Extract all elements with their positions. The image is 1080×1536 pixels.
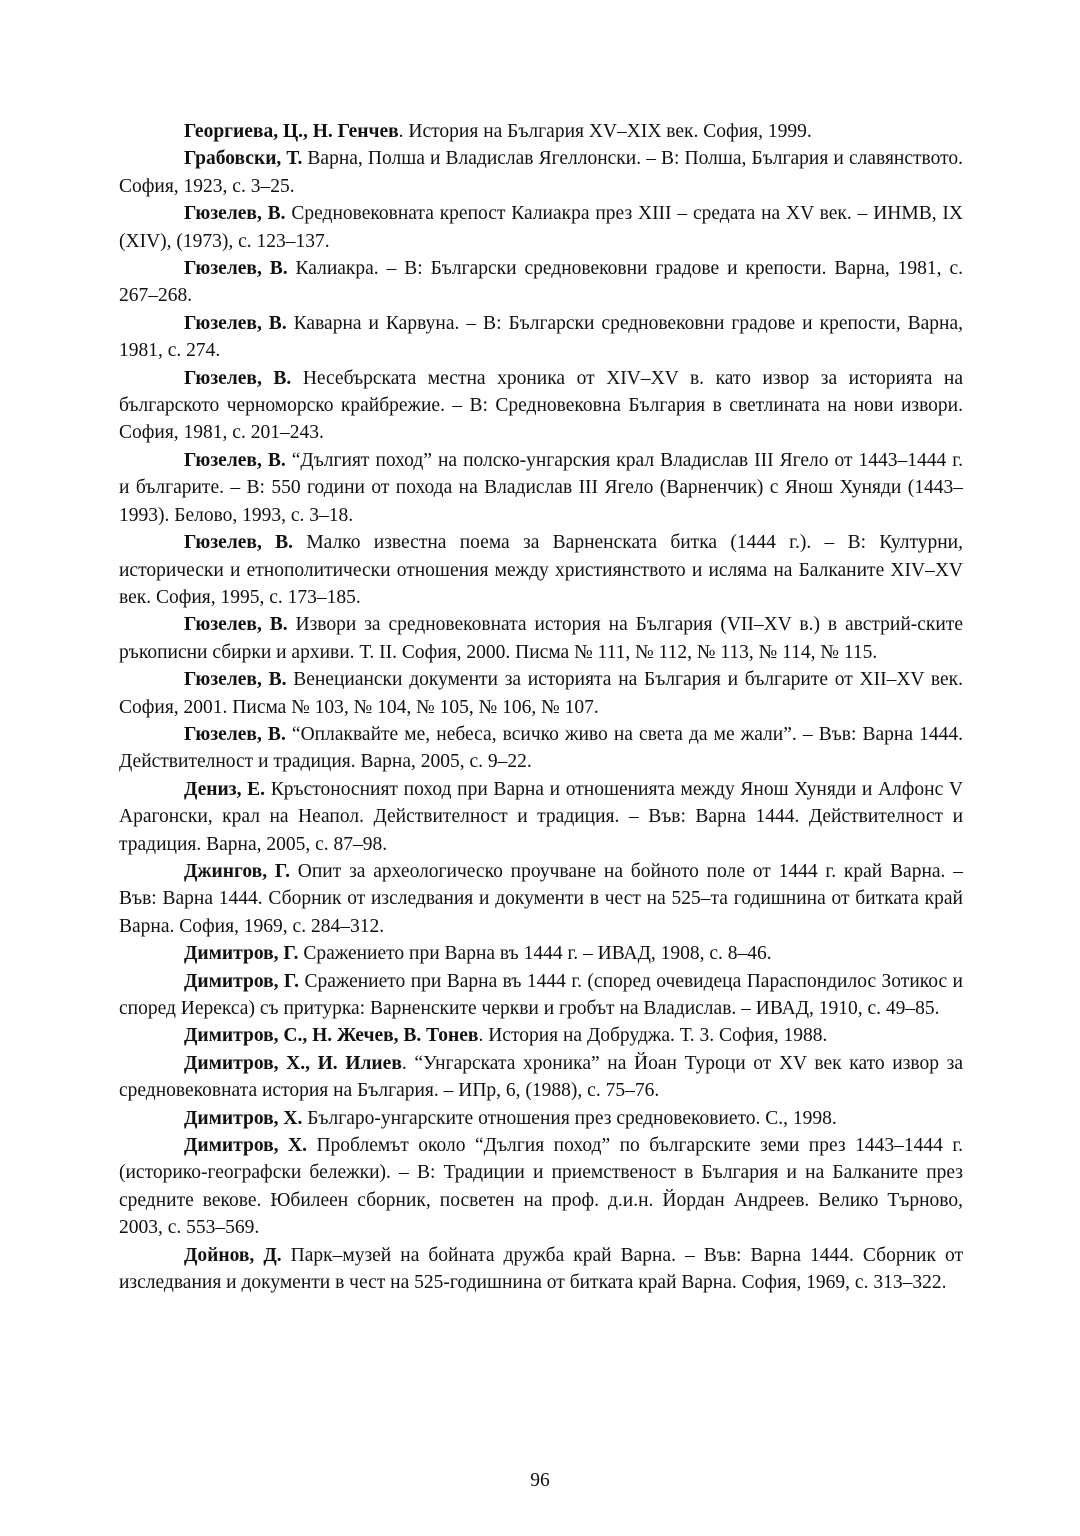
entry-text: . История на Добруджа. Т. 3. София, 1988. bbox=[478, 1025, 828, 1047]
bibliography-entry bbox=[119, 365, 963, 447]
bibliography-entry bbox=[119, 310, 963, 365]
entry-text: “Дългият поход” на полско-унгарския крал Владислав III Ягело от 1443–1444 г. и българите. – В: 550 години от похода на Владислав III Ягело (Варненчик) с Янош Хуняди (1443–1993). Белово, 1993, с. 3–18. bbox=[119, 449, 963, 526]
entry-author: Гюзелев, В. bbox=[184, 312, 287, 334]
entry-author: Гюзелев, В. bbox=[184, 367, 292, 389]
bibliography-entry bbox=[119, 447, 963, 529]
entry-text: Несебърската местна хроника от XIV–XV в. като извор за историята на българското черноморско крайбрежие. – В: Средновековна България в светлината на нови извори. София, 1981, с. 201–243. bbox=[119, 367, 963, 444]
entry-text: “Оплаквайте ме, небеса, всичко живо на света да ме жали”. – Във: Варна 1444. Действителност и традиция. Варна, 2005, с. 9–22. bbox=[119, 723, 963, 773]
entry-text: Средновековната крепост Калиакра през XIII – средата на XV век. – ИНМВ, IX (XIV), (1973), с. 123–137. bbox=[119, 203, 963, 252]
entry-text: Венециански документи за историята на България и българите от XII–XV век. София, 2001. Писма № 103, № 104, № 105, № 106, № 107. bbox=[119, 669, 963, 718]
entry-author: Димитров, Х. bbox=[184, 1107, 303, 1129]
entry-author: Гюзелев, В. bbox=[184, 258, 288, 280]
entry-text: Опит за археологическо проучване на бойното поле от 1444 г. край Варна. – Във: Варна 1444. Сборник от изследвания и документи в чест на 525–та годишнина от битката край Варна. София, 1969, с. 284–312. bbox=[119, 860, 963, 937]
bibliography-entry bbox=[119, 776, 963, 858]
bibliography-entry bbox=[119, 858, 963, 940]
entry-author: Георгиева, Ц., Н. Генчев bbox=[184, 121, 399, 142]
bibliography-entry bbox=[119, 255, 963, 310]
bibliography-entry bbox=[119, 1105, 963, 1132]
entry-author: Димитров, Х., И. Илиев bbox=[184, 1052, 402, 1074]
bibliography-entry bbox=[119, 611, 963, 666]
entry-text: . “Унгарската хроника” на Йоан Туроци от XV век като извор за средновековната история на България. – ИПр, 6, (1988), с. 75–76. bbox=[119, 1052, 963, 1102]
entry-author: Димитров, Г. bbox=[184, 943, 299, 965]
bibliography-page bbox=[119, 118, 963, 1296]
entry-text: Малко известна поема за Варненската битка (1444 г.). – В: Културни, исторически и етнополитически отношения между християнството и исляма на Балканите XIV–XV век. София, 1995, с. 173–185. bbox=[119, 532, 963, 608]
entry-text: Българо-унгарските отношения през средновековието. С., 1998. bbox=[302, 1107, 837, 1129]
bibliography-entry bbox=[119, 721, 963, 776]
entry-author: Грабовски, Т. bbox=[184, 148, 303, 170]
entry-text: Калиакра. – В: Български средновековни градове и крепости. Варна, 1981, с. 267–268. bbox=[119, 258, 963, 307]
entry-text: Проблемът около “Дългия поход” по българските земи през 1443–1444 г. (историко-географски бележки). – В: Традиции и приемственост в България и на Балканите през средните векове. Юбилеен сборник, посветен на проф. д.и.н. Йордан Андреев. Велико Търново, 2003, с. 553–569. bbox=[119, 1135, 963, 1239]
bibliography-entry bbox=[119, 968, 963, 1023]
bibliography-entry bbox=[119, 666, 963, 721]
bibliography-entry bbox=[119, 118, 963, 145]
bibliography-entry bbox=[119, 1242, 963, 1297]
bibliography-entry bbox=[119, 940, 963, 967]
entry-text: Кръстоносният поход при Варна и отношенията между Янош Хуняди и Алфонс V Арагонски, крал на Неапол. Действителност и традиция. – Във: Варна 1444. Действителност и традиция. Варна, 2005, с. 87–98. bbox=[119, 778, 964, 855]
entry-text: Сражението при Варна въ 1444 г. – ИВАД, 1908, с. 8–46. bbox=[298, 943, 772, 965]
bibliography-entry bbox=[119, 1022, 963, 1049]
bibliography-entry bbox=[119, 1132, 963, 1242]
page-number: 96 bbox=[530, 1470, 550, 1491]
entry-author: Дениз, Е. bbox=[184, 778, 266, 800]
entry-author: Димитров, Г. bbox=[184, 970, 300, 992]
entry-text: Варна, Полша и Владислав Ягеллонски. – В: Полша, България и славянството. София, 1923, с. 3–25. bbox=[119, 148, 963, 197]
entry-author: Димитров, С., Н. Жечев, В. Тонев bbox=[184, 1025, 479, 1047]
entry-author: Гюзелев, В. bbox=[184, 614, 288, 636]
entry-text: Каварна и Карвуна. – В: Български средновековни градове и крепости, Варна, 1981, с. 274. bbox=[119, 312, 963, 362]
entry-text: Парк–музей на бойната дружба край Варна. – Във: Варна 1444. Сборник от изследвания и документи в чест на 525-годишнина от битката край Варна. София, 1969, с. 313–322. bbox=[119, 1244, 963, 1294]
bibliography-entry bbox=[119, 200, 963, 255]
bibliography-entry bbox=[119, 529, 963, 611]
bibliography-entry bbox=[119, 1050, 963, 1105]
entry-author: Гюзелев, В. bbox=[184, 532, 294, 554]
entry-author: Гюзелев, В. bbox=[184, 203, 286, 225]
entry-author: Гюзелев, В. bbox=[184, 669, 287, 691]
entry-author: Гюзелев, В. bbox=[184, 723, 286, 745]
entry-text: Сражението при Варна въ 1444 г. (според очевидеца Параспондилос Зотикос и според Иерекса) съ притурка: Варненските черкви и гробът на Владислав. – ИВАД, 1910, с. 49–85. bbox=[119, 970, 963, 1019]
entry-author: Гюзелев, В. bbox=[184, 449, 286, 471]
entry-author: Джингов, Г. bbox=[184, 860, 290, 882]
bibliography-entry bbox=[119, 145, 963, 200]
entry-text: . История на България XV–XIX век. София, 1999. bbox=[398, 121, 812, 142]
entry-text: Извори за средновековната история на България (VII–XV в.) в австрий-ските ръкописни сбирки и архиви. Т. II. София, 2000. Писма № 111, № 112, № 113, № 114, № 115. bbox=[119, 614, 963, 663]
entry-author: Дойнов, Д. bbox=[184, 1244, 282, 1266]
entry-author: Димитров, Х. bbox=[184, 1135, 307, 1157]
